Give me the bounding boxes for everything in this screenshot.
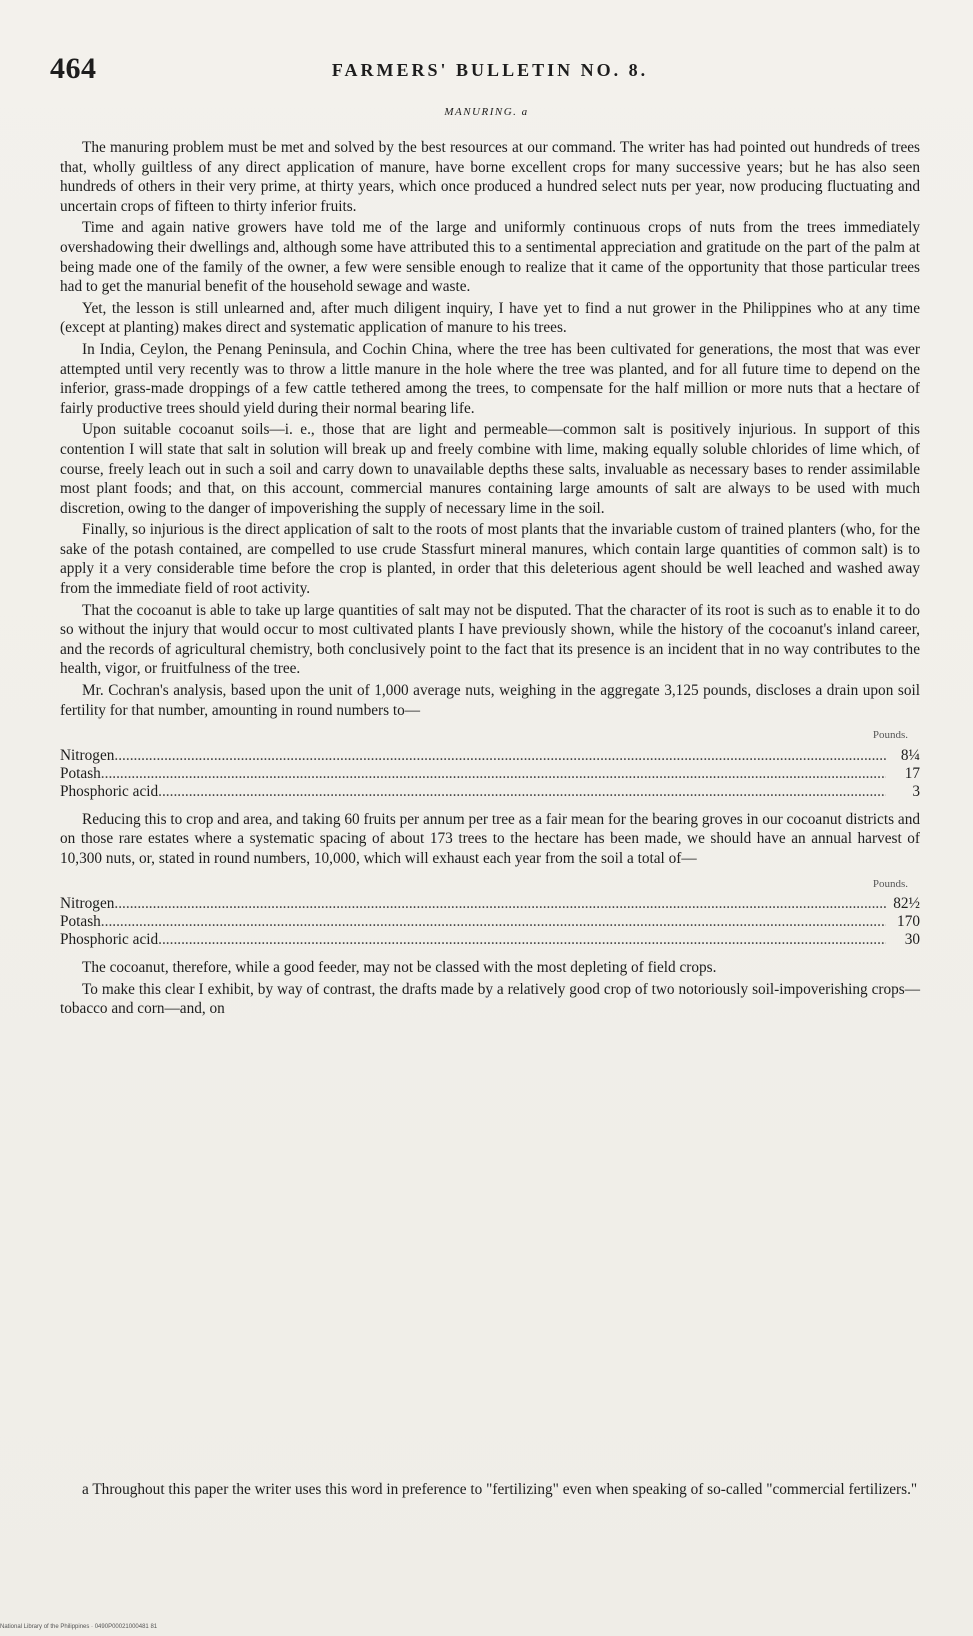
row-label: Phosphoric acid (60, 782, 159, 800)
paragraph: Finally, so injurious is the direct application of salt to the roots of most plants that the invariable custom of trained planters (who, for the sake of the potash contained, are compelled to use crude Stassfurt mineral manures, which contain large quantities of common salt) is to apply it a very considerable time before the crop is planted, in order that this deleterious agent should be well leached and washed away from the immediate field of root activity. (60, 521, 920, 598)
section-heading: MANURING. a (444, 106, 529, 118)
table-row (60, 746, 920, 764)
footnote: a Throughout this paper the writer uses this word in preference to "fertilizing" even when speaking of so-called "commercial fertilizers." (82, 1481, 918, 1498)
row-value: 30 (904, 931, 920, 949)
table-unit-label: Pounds. (872, 729, 908, 742)
paragraph: The manuring problem must be met and solved by the best resources at our command. The writer has had pointed out hundreds of trees that, wholly guiltless of any direct application of manure, have borne excellent crops for many successive years; but he has also seen hundreds of others in their very prime, at thirty years, which once produced a hundred select nuts per year, now producing fluctuating and uncertain crops of fifteen to thirty inferior fruits. (60, 139, 920, 215)
page-number: 464 (50, 52, 97, 85)
dot-leader (101, 764, 886, 784)
table-row (60, 912, 920, 930)
table-row (60, 764, 920, 782)
row-value: 3 (912, 782, 920, 800)
row-label: Potash (60, 764, 101, 782)
paragraph: Upon suitable cocoanut soils—i. e., those that are light and permeable—common salt is positively injurious. In support of this contention I will state that salt in solution will break up and freely combine with lime, making equally soluble chlorides of lime which, of course, freely leach out in such a soil and carry down to unavailable depths these salts, invaluable as necessary bases to render assimilable most plant foods; and that, on this account, commercial manures containing large amounts of salt are always to be used with much discretion, owing to the danger of impoverishing the supply of necessary lime in the soil. (60, 421, 920, 517)
row-label: Phosphoric acid (60, 931, 159, 949)
table-unit-label: Pounds. (872, 877, 908, 890)
dot-leader (158, 930, 886, 950)
library-imprint: National Library of the Philippines · 0490P00021000481 81 (0, 1624, 158, 1630)
row-value: 17 (904, 764, 920, 782)
dot-leader (101, 912, 886, 932)
row-label: Nitrogen (60, 746, 115, 764)
body-text (60, 138, 920, 1021)
table-row (60, 894, 920, 912)
dot-leader (158, 782, 886, 802)
running-title: FARMERS' BULLETIN NO. 8. (331, 60, 649, 80)
dot-leader (114, 894, 886, 914)
nutrient-table-per-1000-nuts (60, 726, 920, 800)
row-label: Potash (60, 913, 101, 931)
page-header (50, 52, 930, 92)
table-row (60, 782, 920, 800)
paragraph: Mr. Cochran's analysis, based upon the unit of 1,000 average nuts, weighing in the aggregate 3,125 pounds, discloses a drain upon soil fertility for that number, amounting in round numbers to— (60, 682, 920, 719)
paragraph: Reducing this to crop and area, and taking 60 fruits per annum per tree as a fair mean for the bearing groves in our cocoanut districts and on those rare estates where a systematic spacing of about 173 trees to the hectare has been made, we should have an annual harvest of 10,300 nuts, or, stated in round numbers, 10,000, which will exhaust each year from the soil a total of— (60, 810, 920, 867)
dot-leader (114, 746, 886, 766)
paragraph: That the cocoanut is able to take up large quantities of salt may not be disputed. That the character of its root is such as to enable it to do so without the injury that would occur to most cultivated plants I have previously shown, while the history of the cocoanut's inland career, and the records of agricultural chemistry, both conclusively point to the fact that its presence is an incident that in no way contributes to the health, vigor, or fruitfulness of the tree. (60, 601, 920, 678)
paragraph: Yet, the lesson is still unlearned and, after much diligent inquiry, I have yet to find a nut grower in the Philippines who at any time (except at planting) makes direct and systematic application of manure to his trees. (60, 299, 920, 337)
row-value: 82½ (893, 895, 920, 913)
table-row (60, 930, 920, 948)
paragraph: The cocoanut, therefore, while a good feeder, may not be classed with the most depleting of field crops. (82, 959, 717, 977)
paragraph: In India, Ceylon, the Penang Peninsula, and Cochin China, where the tree has been cultivated for generations, the most that was ever attempted until very recently was to throw a little manure in the hole where the tree was planted, and for all future time to depend on the inferior, grass-made droppings of a few cattle tethered among the trees, to compensate for the half million or more nuts that a hectare of fairly productive trees should yield during their normal bearing life. (60, 340, 920, 417)
paragraph: To make this clear I exhibit, by way of contrast, the drafts made by a relatively good crop of two notoriously soil-impoverishing crops—tobacco and corn—and, on (60, 980, 920, 1018)
nutrient-table-per-hectare (60, 875, 920, 949)
row-value: 8¼ (900, 746, 920, 764)
row-value: 170 (897, 913, 920, 931)
row-label: Nitrogen (60, 895, 115, 913)
paragraph: Time and again native growers have told me of the large and uniformly continuous crops of nuts from the trees immediately overshadowing their dwellings and, although some have attributed this to a sentimental appreciation and gratitude on the part of the palm at being made one of the family of the owner, a few were sensible enough to realize that it came of the opportunity that those particular trees had to get the manurial benefit of the household sewage and waste. (60, 219, 920, 296)
